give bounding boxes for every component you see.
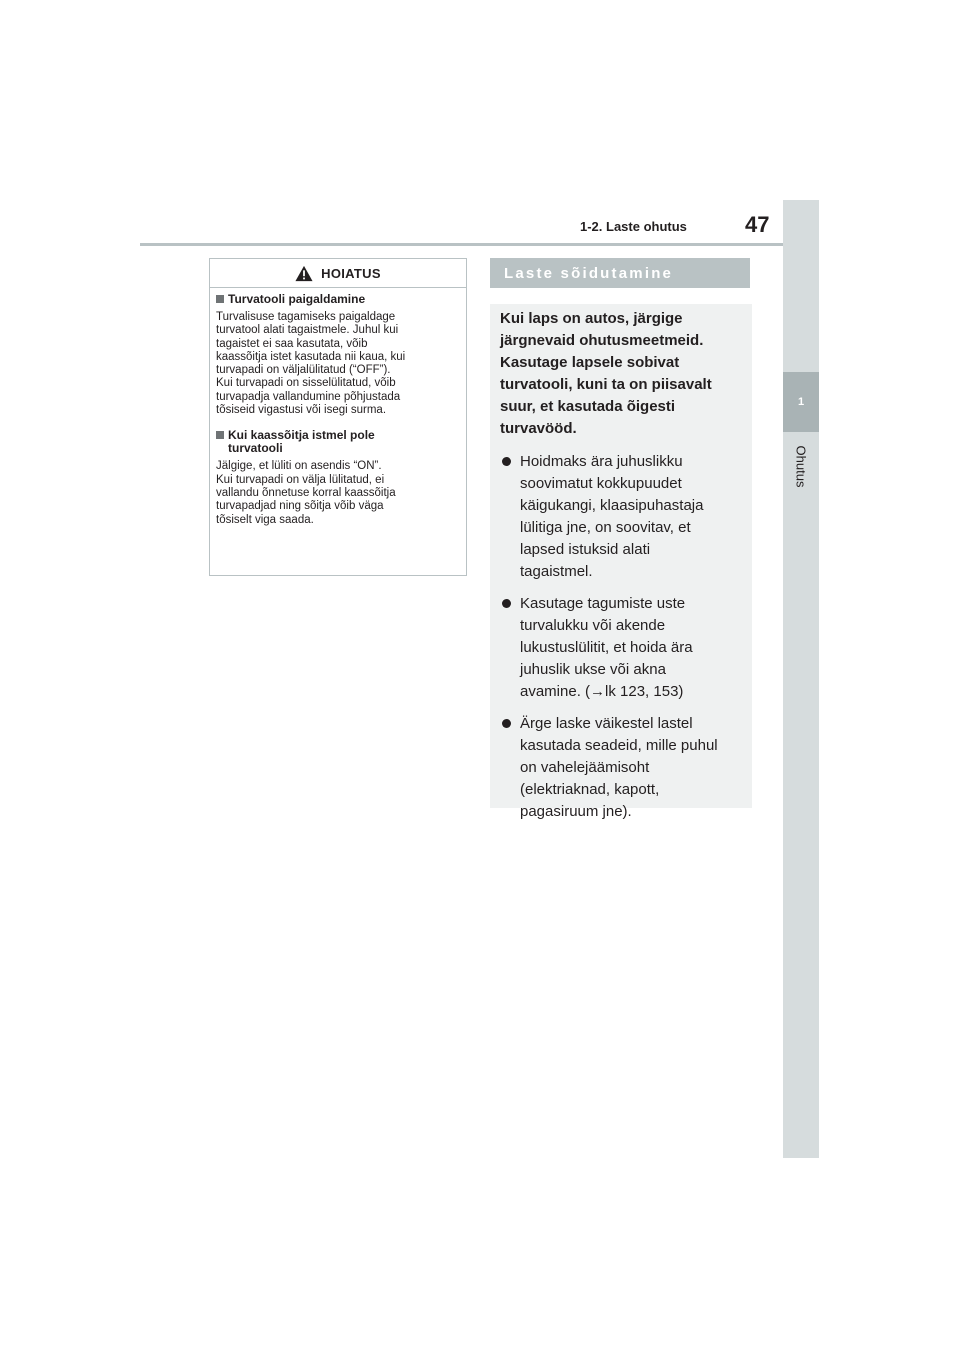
bullet-dot-icon <box>502 457 511 466</box>
list-item <box>500 713 740 823</box>
warning-text: Jälgige, et lüliti on asendis “ON”. Kui turvapadi on välja lülitatud, ei vallandu õnnetuse korral kaassõitja turvapadjad ning sõitja võib väga tõsiselt viga saada. <box>216 460 396 526</box>
warning-heading <box>216 429 460 455</box>
list-item-text: Ärge laske väikestel lastel kasutada seadeid, mille puhul on vahelejäämisoht (elektriaknad, kapott, pagasiruum jne). <box>520 715 718 820</box>
chapter-title: Ohutus <box>793 445 809 487</box>
warning-body <box>210 288 466 527</box>
list-item-text: Kasutage tagumiste uste turvalukku või akende lukustuslülitit, et hoida ära juhuslik ukse või akna avamine. (→lk 123, 153) <box>520 595 693 700</box>
bullet-dot-icon <box>502 599 511 608</box>
list-item <box>500 451 740 583</box>
warning-heading-text: Turvatooli paigaldamine <box>228 292 366 306</box>
list-item <box>500 593 740 703</box>
warning-triangle-icon <box>295 265 313 282</box>
section-title: Laste sõidutamine <box>504 264 674 282</box>
intro-text: Kui laps on autos, järgige järgnevaid ohutusmeetmeid. Kasutage lapsele sobivat turvatooli, kuni ta on piisavalt suur, et kasutada õigesti turvavööd. <box>500 310 712 437</box>
content-box <box>490 304 752 820</box>
warning-header <box>210 259 466 288</box>
square-bullet-icon <box>216 295 224 303</box>
section-band <box>490 258 750 288</box>
warning-text: Turvalisuse tagamiseks paigaldage turvatool alati tagaistmele. Juhul kui tagaistet ei saa kasutata, võib kaassõitja istet kasutada nii kaua, kui turvapadi on väljalülitatud (“OFF”). Kui turvapadi on sisselülitatud, võib turvapadja vallandumine põhjustada tõsiseid vigastusi või isegi surma. <box>216 311 406 417</box>
section-label: 1-2. Laste ohutus <box>580 219 687 234</box>
side-tab-label <box>783 436 819 496</box>
warning-box <box>209 258 467 576</box>
square-bullet-icon <box>216 431 224 439</box>
header-rule <box>140 243 783 246</box>
warning-title: HOIATUS <box>321 265 381 281</box>
chapter-number: 1 <box>797 396 805 408</box>
warning-heading <box>216 293 460 306</box>
list-item-text: Hoidmaks ära juhuslikku soovimatut kokkupuudet käigukangi, klaasipuhastaja lülitiga jne, on soovitav, et lapsed istuksid alati tagaistmel. <box>520 453 704 580</box>
page-number: 47 <box>745 212 770 237</box>
side-tab <box>783 200 819 1158</box>
side-tab-chapter <box>783 372 819 432</box>
bullet-dot-icon <box>502 719 511 728</box>
warning-heading-text: Kui kaassõitja istmel pole turvatooli <box>228 428 375 456</box>
